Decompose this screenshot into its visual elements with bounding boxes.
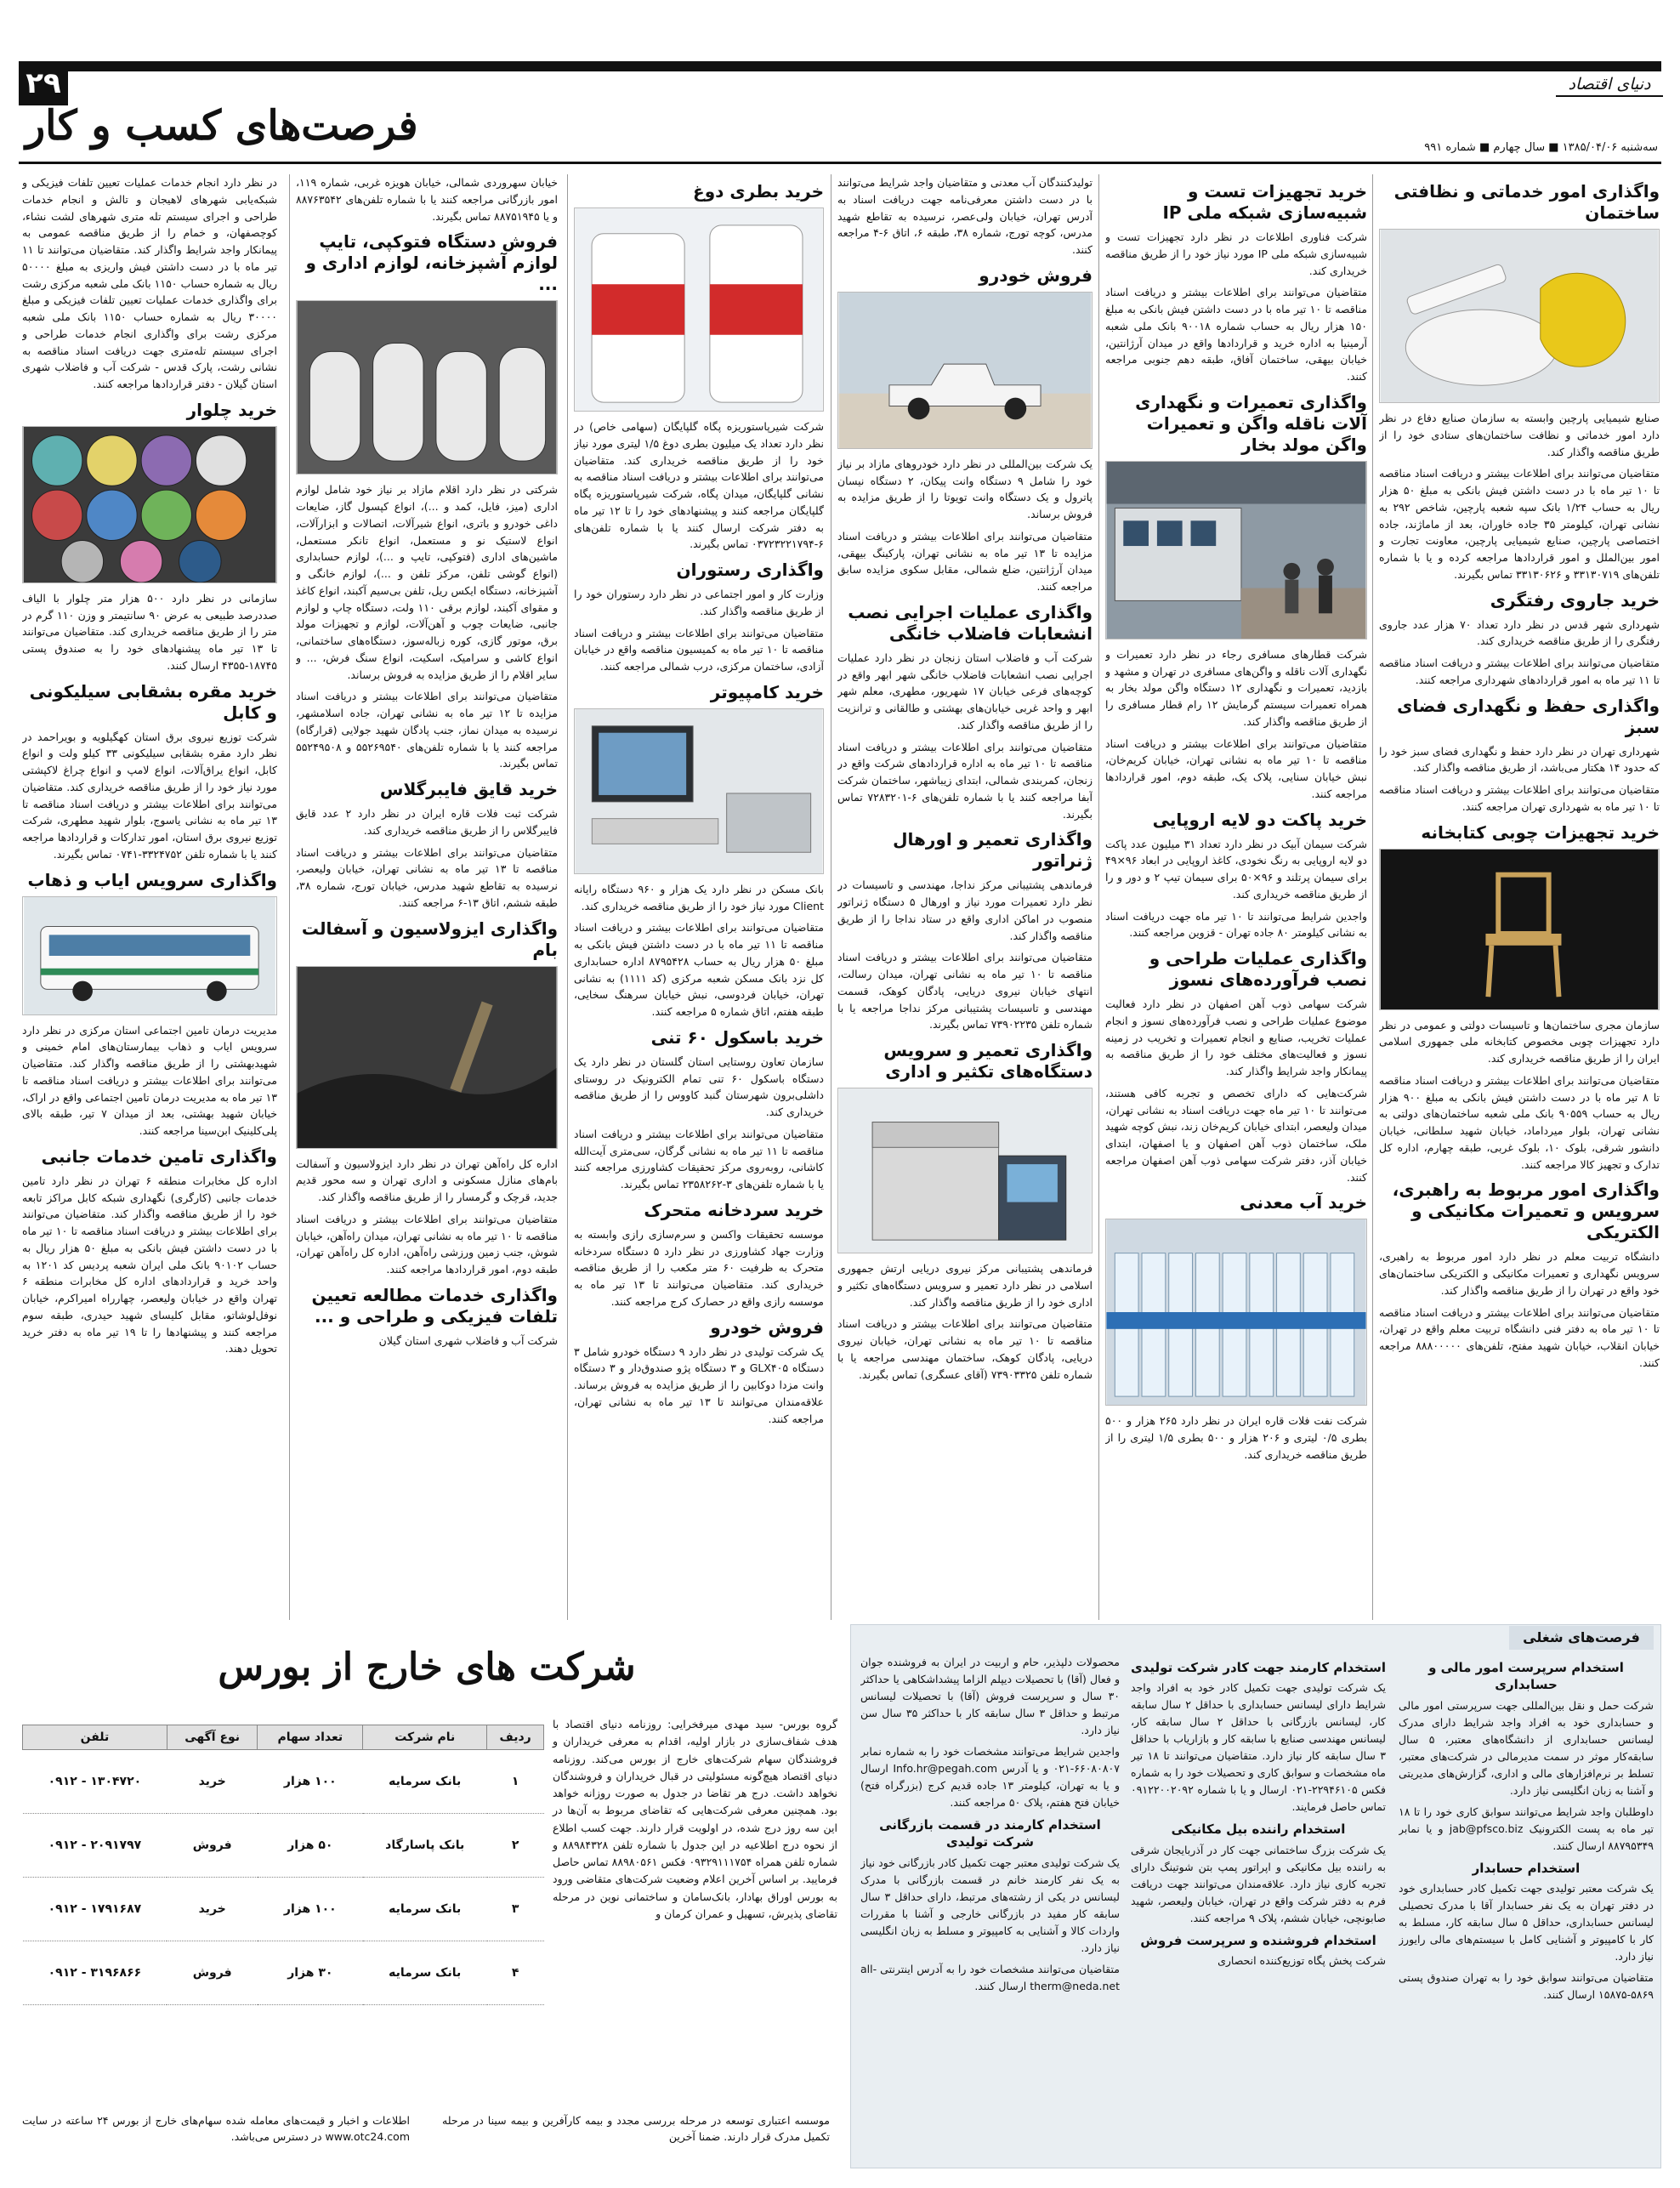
headline: فروش خودرو [710, 1316, 824, 1338]
body-text: شرکت قطارهای مسافری رجاء در نظر دارد تعمیرات و نگهداری آلات ناقله و واگن‌های مسافری در تهران و مشهد و بازدید، تعمیرات و نگهداری ۱۲ دستگاه واگن مولد بخار به همراه تعمیرات سیستم گرمایش ۱۲ رام قطار مسافری را از طریق مناقصه واگذار کند. [1105, 647, 1367, 728]
body-text: شرکت‌هایی که دارای تخصص و تجربه کافی هستند، می‌توانند تا ۱۰ تیر ماه جهت دریافت اسناد به نشانی تهران، میدان ولیعصر، ابتدای خیابان کریم‌خان زند، نبش کوچه شهید ملک، ساختمان ذوب آهن اصفهان و یا اصفهان، ابتدای خیابان آذر، دفتر شرکت سهامی ذوب آهن اصفهان مراجعه کنند. [1105, 1086, 1367, 1184]
computers-photo [574, 708, 824, 874]
body-text: تولیدکنندگان آب معدنی و متقاضیان واجد شرایط می‌توانند با در دست داشتن معرفی‌نامه جهت دریافت اسناد به آدرس تهران، خیابان ولی‌عصر، نرسیده به تقاطع شهید مدرس، کوچه تورج، شماره ۳۸، طبقه ۶، اتاق ۶-۴ مراجعه کنند. [837, 176, 1093, 256]
table-row [23, 1878, 544, 1941]
phone-number: ۰۹۱۲ - ۲۰۹۱۷۹۷ [23, 1814, 167, 1878]
body-text: متقاضیان می‌توانند برای اطلاعات بیشتر و دریافت اسناد مزایده تا ۱۲ تیر ماه به نشانی تهران، جاده اسلامشهر، نرسیده به میدان نماز، جنب پادگان شهید جولایی (قرارگاه) مراجعه کنند یا با شماره تلفن‌های ۵۵۲۶۹۵۴۰ و ۵۵۲۴۹۵۰۸ تماس بگیرند. [296, 690, 558, 770]
row-number: ۴ [487, 1941, 544, 2005]
table-header-row [23, 1725, 544, 1750]
headline: واگذاری حفظ و نگهداری فضای سبز [1397, 695, 1660, 737]
body-text: شرکتی در نظر دارد اقلام مازاد بر نیاز خود شامل لوازم اداری (میز، فایل، کمد و ...)، انواع کپسول گاز، ضایعات داغی خودرو و باتری، انواع شیرآلات، اتصالات و ابزارآلات، انواع لاستیک نو و مستعمل، انواع تانکر مستعمل، ماشین‌های اداری (فتوکپی، تایپ و ...)، لوازم حسابداری (انواع گوشی تلفن، مرکز تلفن و ...)، لوازم خانگی و آشپزخانه، دستگاه ایکس ریل، تلفن بی‌سیم آکبند، انواع کاغذ و مقوای آکبند، لوازم برقی ۱۱۰ ولت، دستگاه چاپ و لوازم جانبی، ضایعات چوب و آهن‌آلات، لوازم و تجهیزات مولد برق، موتور گازی، کوره زباله‌سوز، دستگاه‌های ساختمانی، انواع کاشی و سرامیک، اسکیت، انواع سنگ فرش، ... و سایر اقلام را از طریق مزایده به فروش برساند. [296, 483, 558, 681]
column-2 [1105, 174, 1367, 1620]
headline: واگذاری امور خدماتی و نظافتی ساختمان [1393, 181, 1660, 223]
column-divider [1372, 174, 1373, 1620]
body-text: متقاضیان می‌توانند برای اطلاعات بیشتر و دریافت اسناد مناقصه تا ۱۰ تیر ماه به نشانی تهران، میدان رسالت، انتهای خیابان نیروی دریایی، پادگان کوهک، قسمت مهندسی و تاسیسات پشتیبانی مرکز نداجا مراجعه یا با شماره تلفن ۷۳۹۰۲۲۳۵ تماس بگیرند. [837, 951, 1093, 1031]
ad-headline: استخدام فروشنده و سرپرست فروش [1140, 1932, 1376, 1948]
headline: خرید تجهیزات تست و شبیه‌سازی شبکه ملی IP [1162, 181, 1367, 223]
body-text: خیابان سهروردی شمالی، خیابان هویزه غربی، شماره ۱۱۹، امور بازرگانی مراجعه کنند یا با شماره تلفن‌های ۸۸۷۶۳۵۴۲ و یا ۸۸۷۵۱۹۴۵ تماس بگیرند. [296, 176, 558, 223]
headline: واگذاری تعمیرات و نگهداری آلات ناقله واگن و تعمیرات واگن مولد بخار [1135, 391, 1367, 455]
body-text: شرکت توزیع نیروی برق استان کهگیلویه و بویراحمد در نظر دارد مقره بشقابی سیلیکونی ۳۳ کیلو ولت و انواع کابل، انواع یراق‌آلات، انواع لامپ و انواع چراغ لاکپشتی مورد نیاز خود را از طریق مناقصه خریداری کند. متقاضیان می‌توانند برای اطلاعات بیشتر و دریافت اسناد مناقصه تا ۱۳ تیر ماه به نشانی یاسوج، بلوار شهید مطهری، شرکت توزیع نیروی برق استان، امور تدارکات و قراردادها مراجعه کنند یا با شماره تلفن ۳۳۲۴۷۵۲-۰۷۴۱ تماس بگیرند. [22, 730, 277, 861]
section-title: فرصت‌های کسب و کار [26, 102, 418, 150]
otc-footer-left: اطلاعات و اخبار و قیمت‌های معامله شده سهام‌های خارج از بورس ۲۴ ساعته در سایت www.otc24.com در دسترس می‌باشد. [22, 2114, 410, 2144]
row-number: ۲ [487, 1814, 544, 1878]
body-text: یک شرکت بین‌المللی در نظر دارد خودروهای مازاد بر نیاز خود را شامل ۹ دستگاه وانت پیکان، ۲ دستگاه نیسان پاترول و یک دستگاه وانت تویوتا را از طریق مزایده به فروش برساند. [837, 457, 1093, 520]
body-text: شرکت شیرپاستوریزه پگاه گلپایگان (سهامی خاص) در نظر دارد تعداد یک میلیون بطری دوغ ۱/۵ لیتری مورد نیاز خود را از طریق مناقصه خریداری کند. متقاضیان می‌توانند برای اطلاعات بیشتر و دریافت اسناد مناقصه به نشانی گلپایگان، میدان پگاه، شرکت شیرپاستوریزه پگاه گلپایگان مراجعه کنند و پیشنهادهای خود را تا ۱۲ تیر ماه به دفتر شرکت ارسال کنند یا با شماره تلفن‌های ۶-۰۳۷۲۳۲۲۱۷۹۴ تماس بگیرند. [574, 420, 824, 551]
body-text: در نظر دارد انجام خدمات عملیات تعیین تلفات فیزیکی و شبکه‌یابی شهرهای لاهیجان و تالش و انجام خدمات طراحی و اجرای سیستم تله متری شهرهای لشت نشاء، کوچصفهان، و خمام را از طریق مناقصه عمومی به پیمانکار واجد شرایط واگذار کند. متقاضیان می‌توانند تا ۱۱ تیر ماه با در دست داشتن فیش واریزی به مبلغ ۵۰۰۰۰ ریال به شماره حساب ۱۱۵۰ بانک ملی شعبه مرکزی رشت برای واگذاری خدمات عملیات تعیین تلفات فیزیکی و مبلغ ۳۰۰۰۰ ریال به شماره حساب ۱۱۵۰ بانک ملی شعبه مرکزی رشت برای واگذاری انجام خدمات طراحی و اجرای سیستم تله‌متری جهت دریافت اسناد مناقصه به نشانی رشت، پارک قدس - شرکت آب و فاضلاب شهری استان گیلان - دفتر قراردادها مراجعه کنند. [22, 176, 277, 390]
train-station-photo [1105, 461, 1367, 639]
body-text: صنایع شیمیایی پارچین وابسته به سازمان صنایع دفاع در نظر دارد امور خدماتی و نظافت ساختمان‌های ستادی خود را از طریق مناقصه واگذار کند. [1379, 412, 1660, 458]
body-text: متقاضیان می‌توانند برای اطلاعات بیشتر و دریافت اسناد مناقصه تا ۸ تیر ماه با در دست داشتن فیش بانکی به مبلغ ۹۰۰ هزار ریال به حساب ۹۰۵۵۹ بانک ملی شعبه ساختمان‌های دولتی به نشانی تهران، بلوار میرداماد، خیابان شهید سلطانی، خیابان دانشور شرقی، بلوک ۱۰، بلوک غربی، طبقه چهارم، اداره کل تدارک و تجهیز کالا مراجعه کنند. [1379, 1073, 1660, 1171]
body-text: شهرداری شهر قدس در نظر دارد تعداد ۷۰ هزار عدد جاروی رفتگری را از طریق مناقصه خریداری کند. [1379, 617, 1660, 648]
otc-table [22, 1725, 544, 2005]
body-text: متقاضیان می‌توانند برای اطلاعات بیشتر و دریافت اسناد مناقصه تا ۱۰ تیر ماه به نشانی تهران، میدان راه‌آهن، خیابان شوش، جنب زمین ورزشی راه‌آهن، اداره کل راه‌آهن تهران، طبقه دوم، امور قراردادها مراجعه کنند. [296, 1212, 558, 1276]
ad-text: داوطلبان واجد شرایط می‌توانند سوابق کاری خود را تا ۱۸ تیر ماه به پست الکترونیک jab@pfsco.biz و یا نمابر ۸۸۷۹۵۳۴۹ ارسال کنند. [1399, 1804, 1654, 1852]
classifieds-label: فرصت‌های شغلی [1509, 1626, 1654, 1650]
ad-text: واجدین شرایط می‌توانند مشخصات خود را به شماره نمابر ۶۶۰۸۰۸۰۷-۰۲۱ و یا آدرس Info.hr@pegah.com ارسال و یا به تهران، کیلومتر ۱۳ جاده قدیم کرج (بزرگراه فتح) خیابان فتح هفتم، پلاک ۵۰ مراجعه کنند. [860, 1745, 1120, 1809]
newspaper-logo: دنیای اقتصاد [1556, 75, 1663, 97]
mineral-water-bottles-photo [1105, 1219, 1367, 1406]
body-text: شرکت آب و فاضلاب شهری استان گیلان [378, 1333, 558, 1347]
column-divider [1098, 174, 1099, 1620]
ad-text: یک شرکت تولیدی معتبر جهت تکمیل کادر بازرگانی خود نیاز به یک نفر کارمند خانم در قسمت بازرگانی با مدرک لیسانس در یکی از رشته‌های مرتبط، دارای حداقل ۳ سال سابقه کار مفید در بازرگانی خارجی و آشنا با مقررات واردات کالا و آشنایی به کامپیوتر و مسلط به زبان انگلیسی نیاز دارد. [860, 1856, 1120, 1954]
headline: خرید مقره بشقابی سیلیکونی و کابل [29, 680, 277, 723]
body-text: سازمان مجری ساختمان‌ها و تاسیسات دولتی و عمومی در نظر دارد تجهیزات چوبی مخصوص کتابخانه ملی جمهوری اسلامی ایران را از طریق مناقصه خریداری کند. [1379, 1018, 1660, 1065]
ad-text: یک شرکت معتبر تولیدی جهت تکمیل کادر حسابداری خود در دفتر تهران به یک نفر حسابدار آقا با مدرک تحصیلی لیسانس حسابداری، حداقل ۵ سال سابقه کار، مسلط به کار با کامپیوتر و آشنایی کامل با سیستم‌های مالی رایورز نیاز دارد. [1399, 1881, 1654, 1963]
headline: خرید بطری دوغ [693, 181, 824, 202]
classifieds-column-1 [1399, 1654, 1654, 2164]
column-divider [289, 174, 290, 1620]
headline: واگذاری خدمات مطالعه تعیین تلفات فیزیکی و طراحی و ... [311, 1284, 558, 1327]
body-text: سازمانی در نظر دارد ۵۰۰ هزار متر چلوار با الیاف صددرصد طبیعی به عرض ۹۰ سانتیمتر و وزن ۱۱۰ گرم در متر را از طریق مناقصه خریداری کند. متقاضیان می‌توانند تا ۱۳ تیر ماه پیشنهادهای خود را به صندوق پستی ۱۸۷۴۵-۴۳۵۵ ارسال کنند. [22, 591, 277, 672]
headline: واگذاری رستوران [676, 560, 824, 580]
classifieds-column-2 [1131, 1654, 1386, 2164]
headline: واگذاری تامین خدمات جانبی [41, 1145, 277, 1167]
ad-headline: استخدام سرپرست امور مالی و حسابداری [1428, 1660, 1624, 1693]
headline: واگذاری سرویس ایاب و ذهاب [27, 869, 277, 890]
headline: واگذاری تعمیر و سرویس دستگاه‌های تکثیر و اداری [883, 1040, 1093, 1082]
body-text: واجدین شرایط می‌توانند تا ۱۰ تیر ماه جهت دریافت اسناد به نشانی کیلومتر ۸۰ جاده تهران - قزوین مراجعه کنند. [1105, 909, 1367, 940]
ad-headline: استخدام کارمند در قسمت بازرگانی شرکت تولیدی [879, 1817, 1101, 1850]
body-text: شرکت سهامی ذوب آهن اصفهان در نظر دارد فعالیت موضوع عملیات طراحی و نصب فرآورده‌های نسوز و انجام عملیات تخریب، صنایع و انجام تعمیرات و تخریب در زمینه نسوز و فعالیت‌های مختلف خود را از طریق مناقصه به پیمانکار واجد شرایط واگذار کند. [1105, 997, 1367, 1077]
body-text: شهرداری تهران در نظر دارد حفظ و نگهداری فضای سبز خود را که حدود ۱۴ هکتار می‌باشد، از طریق مناقصه واگذار کند. [1379, 744, 1660, 775]
body-text: دانشگاه تربیت معلم در نظر دارد امور مربوط به راهبری، سرویس نگهداری و تعمیرات مکانیکی و الکتریکی ساختمان‌های خود واقع در تهران را از طریق مناقصه واگذار کند. [1379, 1250, 1660, 1297]
body-text: وزارت کار و امور اجتماعی در نظر دارد رستوران خود را از طریق مناقصه واگذار کند. [574, 588, 824, 617]
headline: خرید سردخانه متحرک [644, 1199, 824, 1220]
company-name: بانک پاسارگاد [363, 1814, 487, 1878]
column-4 [574, 174, 824, 1620]
phone-number: ۰۹۱۲ - ۱۷۹۱۶۸۷ [23, 1878, 167, 1941]
body-text: شرکت فناوری اطلاعات در نظر دارد تجهیزات تست و شبیه‌سازی شبکه ملی IP مورد نیاز خود را از طریق مناقصه خریداری کند. [1105, 230, 1367, 277]
column-header: نام شرکت [363, 1725, 487, 1750]
headline: خرید جاروی رفتگری [1490, 589, 1660, 611]
headline: خرید قایق فایبرگلاس [379, 779, 558, 799]
share-count: ۳۰ هزار [258, 1941, 363, 2005]
column-3 [837, 174, 1093, 1620]
column-1 [1379, 174, 1660, 1620]
company-name: بانک سرمایه [363, 1941, 487, 2005]
top-rule [19, 61, 1661, 71]
ad-headline: استخدام راننده بیل مکانیکی [1171, 1821, 1346, 1838]
body-text: یک شرکت تولیدی در نظر دارد ۹ دستگاه خودرو شامل ۳ دستگاه GLX۴۰۵ و ۳ دستگاه پژو صندوق‌دار و ۳ دستگاه وانت مزدا دوکابین را از طریق مزایده به فروش برساند. علاقه‌مندان می‌توانند تا ۱۳ تیر ماه به نشانی تهران، مراجعه کنند. [574, 1344, 824, 1425]
body-text: متقاضیان می‌توانند برای اطلاعات بیشتر و دریافت اسناد مناقصه تا ۱۱ تیر ماه به امور قراردادهای شهرداری مراجعه کنند. [1379, 656, 1660, 686]
column-header: تلفن [23, 1725, 167, 1750]
wooden-chair-photo [1379, 849, 1660, 1010]
body-text: فرماندهی پشتیبانی مرکز نیروی دریایی ارتش جمهوری اسلامی در نظر دارد تعمیر و سرویس دستگاه‌های تکثیر و اداری خود را از طریق مناقصه واگذار کند. [837, 1262, 1093, 1309]
ad-text: شرکت پخش پگاه توزیع‌کننده انحصاری [1217, 1953, 1386, 1967]
body-text: متقاضیان می‌توانند برای اطلاعات بیشتر و دریافت اسناد مناقصه تا ۱۱ تیر ماه به نشانی گرگان، سی‌متری آیت‌الله کاشانی، روبه‌روی مرکز تحقیقات کشاورزی مراجعه کنند یا با شماره تلفن‌های ۳-۲۳۵۸۲۶۲ تماس بگیرند. [574, 1127, 824, 1191]
body-text: مدیریت درمان تامین اجتماعی استان مرکزی در نظر دارد سرویس ایاب و ذهاب بیمارستان‌های امام خمینی و شهیدبهشتی را از طریق مناقصه واگذار کند. متقاضیان می‌توانند برای اطلاعات بیشتر و دریافت اسناد مناقصه تا ۱۳ تیر ماه به مدیریت درمان تامین اجتماعی واقع در اراک، خیابان شهید بهشتی، بعد از میدان ۷ تیر، طبقه بالای پلی‌کلینیک ابن‌سینا مراجعه کنند. [22, 1023, 277, 1137]
company-name: بانک سرمایه [363, 1750, 487, 1814]
ad-headline: استخدام کارمند جهت کادر شرکت تولیدی [1131, 1660, 1386, 1675]
page-number: ۲۹ [19, 61, 68, 105]
gas-cylinders-photo [296, 300, 558, 475]
share-count: ۵۰ هزار [258, 1814, 363, 1878]
body-text: شرکت سیمان آبیک در نظر دارد تعداد ۳۱ میلیون عدد پاکت دو لایه اروپایی به رنگ نخودی، کاغذ اروپایی در ابعاد ۹۶×۴۹ برای سیمان پرتلند و ۹۶×۵۰ برای سیمان تیپ ۲ و دور و را از طریق مناقصه خریداری کند. [1105, 837, 1367, 901]
ad-type: فروش [167, 1941, 258, 2005]
yogurt-drink-bottles-photo [574, 207, 824, 412]
table-row [23, 1941, 544, 2005]
headline: خرید چلوار [186, 399, 277, 420]
body-text: شرکت آب و فاضلاب استان زنجان در نظر دارد عملیات اجرایی نصب انشعابات فاضلاب خانگی شهر ابهر واقع در کوچه‌های فرعی خیابان ۱۷ شهریور، مطهری، معلم شهر ابهر و واحد غربی خیابان‌های بهشتی و طالقانی و ترانزیت را از طریق مناقصه واگذار کند. [837, 651, 1093, 731]
classifieds-column-3 [860, 1654, 1120, 2164]
column-header: تعداد سهام [258, 1725, 363, 1750]
dateline: سه‌شنبه ۱۳۸۵/۰۴/۰۶ ■ سال چهارم ■ شماره ۹۹۱ [1424, 141, 1658, 154]
cleaning-supplies-photo [1379, 229, 1660, 403]
row-number: ۱ [487, 1750, 544, 1814]
ad-text: محصولات دلپذیر، حام و اربیت در ایران به فروشنده جوان و فعال (آقا) با تحصیلات دیپلم الزاما پیشداشکاهی یا حداکثر ۳۰ سال و سرپرست فروش (آقا) با تحصیلات لیسانس مرتبط و حداقل ۳ سال سابقه کار با حداکثر ۳۵ سال سن نیاز دارد. [860, 1656, 1120, 1736]
body-text: متقاضیان می‌توانند برای اطلاعات بیشتر و دریافت اسناد مناقصه تا ۱۰ تیر ماه به نشانی تهران، خیابان کریم‌خان، نبش خیابان سنایی، پلاک یک، طبقه دوم، امور قراردادها مراجعه کنند. [1105, 736, 1367, 800]
ad-text: متقاضیان می‌توانند مشخصات خود را به آدرس اینترنتی all-therm@neda.net ارسال کنند. [860, 1962, 1120, 1992]
headline: خرید آب معدنی [1240, 1192, 1367, 1213]
column-header: ردیف [487, 1725, 544, 1750]
ad-text: یک شرکت بزرگ ساختمانی جهت کار در آذربایجان شرقی به راننده بیل مکانیکی و اپراتور پمپ بتن شوتینگ دارای تجربه کاری نیاز دارد. علاقه‌مندان می‌توانند جهت دریافت فرم به دفتر شرکت واقع در تهران، خیابان ولیعصر، شهید صابونچی، خیابان ششم، پلاک ۹ مراجعه کنند. [1131, 1843, 1386, 1924]
column-5 [296, 174, 558, 1620]
headline: واگذاری تعمیر و اورهال ژنراتور [893, 829, 1093, 872]
asphalt-roofing-photo [296, 966, 558, 1149]
headline: خرید کامپیوتر [710, 681, 824, 702]
body-text: اداره کل راه‌آهن تهران در نظر دارد ایزولاسیون و آسفالت بام‌های منازل مسکونی و اداری تهران و سه محور قدیم جدید، قرچک و گرمسار را از طریق مناقصه واگذار کند. [296, 1157, 558, 1203]
row-number: ۳ [487, 1878, 544, 1941]
table-row [23, 1750, 544, 1814]
headline: واگذاری عملیات طراحی و نصب فرآورده‌های نسوز [1149, 948, 1367, 990]
otc-title: شرکت های خارج از بورس [218, 1645, 636, 1689]
body-text: متقاضیان می‌توانند برای اطلاعات بیشتر و دریافت اسناد مناقصه تا ۱۳ تیر ماه به نشانی تهران، خیابان ولیعصر، نرسیده به تقاطع شهید مدرس، خیابان تورج، شماره ۳۸، طبقه ششم، اتاق ۱۳-۶ مراجعه کنند. [296, 845, 558, 909]
body-text: سازمان تعاون روستایی استان گلستان در نظر دارد یک دستگاه باسکول ۶۰ تنی تمام الکترونیک در روستای داشلی‌برون شهرستان گنبد کاووس را از طریق مناقصه خریداری کند. [574, 1054, 824, 1118]
ad-text: متقاضیان می‌توانند سوابق خود را به تهران صندوق پستی ۵۸۶۹-۱۵۸۷۵ ارسال کنند. [1399, 1970, 1654, 2001]
bus-photo [22, 896, 277, 1015]
ad-text: یک شرکت تولیدی جهت تکمیل کادر خود به افراد واجد شرایط دارای لیسانس حسابداری با حداقل ۲ سال سابقه کار، لیسانس بازرگانی با حداقل ۲ سال سابقه کار، لیسانس مهندسی صنایع با سابقه کار و بازاریاب با حداقل ۳ سال سابقه کار نیاز دارد. متقاضیان می‌توانند تا ۱۸ تیر ماه مشخصات و سوابق کاری و تحصیلات خود را به شماره فکس ۲۲۹۴۶۱۰۵-۰۲۱ ارسال و یا با شماره ۰۹۱۲۲۰۰۲۰۹۲ تماس حاصل فرمایند. [1131, 1681, 1386, 1814]
ad-type: فروش [167, 1814, 258, 1878]
headline: خرید باسکول ۶۰ تنی [650, 1026, 824, 1048]
phone-number: ۰۹۱۲ - ۳۱۹۶۸۶۶ [23, 1941, 167, 2005]
ad-type: خرید [167, 1878, 258, 1941]
copier-machine-photo [837, 1088, 1093, 1253]
otc-footer-right: موسسه اعتباری توسعه در مرحله بررسی مجدد و بیمه کارآفرین و بیمه سینا در مرحله تکمیل مدرک قرار دارند. ضمنا آخرین [442, 2114, 830, 2144]
pickup-truck-photo [837, 292, 1093, 449]
column-divider [567, 174, 568, 1620]
body-text: متقاضیان می‌توانند برای اطلاعات بیشتر و دریافت اسناد مناقصه تا ۱۰ تیر ماه به شهرداری تهران مراجعه کنند. [1379, 783, 1660, 813]
share-count: ۱۰۰ هزار [258, 1750, 363, 1814]
body-text: متقاضیان می‌توانند برای اطلاعات بیشتر و دریافت اسناد مناقصه تا ۱۰ تیر ماه به اداره قراردادهای شرکت واقع در زنجان، کمربندی شمالی، ابتدای زیباشهر، ساختمان شرکت آبفا مراجعه کنند یا با شماره تلفن‌های ۶-۷۲۸۳۲۰۱ تماس بگیرند. [837, 740, 1093, 821]
headline: واگذاری ایزولاسیون و آسفالت بام [301, 918, 558, 960]
column-header: نوع آگهی [167, 1725, 258, 1750]
share-count: ۱۰۰ هزار [258, 1878, 363, 1941]
ad-text: شرکت حمل و نقل بین‌المللی جهت سرپرستی امور مالی و حسابداری خود به افراد واجد شرایط دارای مدرک لیسانس حسابداری از دانشگاه‌های معتبر، ۵ سال سابقه‌کار موثر در سمت مدیرمالی در شرکت‌های معتبر، تسلط بر نرم‌افزارهای مالی و اداری، گزارش‌های مدیریتی و آشنا به زبان انگلیسی نیاز دارد. [1399, 1698, 1654, 1797]
body-text: متقاضیان می‌توانند برای اطلاعات بیشتر و دریافت اسناد مناقصه تا ۱۰ تیر ماه به نشانی تهران، خیابان نیروی دریایی، پادگان کوهک، ساختمان مهندسی مراجعه یا با شماره تلفن ۷۳۹۰۳۳۲۵ (آقای عسگری) تماس بگیرند. [837, 1317, 1093, 1381]
body-text: متقاضیان می‌توانند برای اطلاعات بیشتر و دریافت اسناد مناقصه تا ۱۰ تیر ماه به کمیسیون مناقصه واقع در خیابان آزادی، ساختمان مرکزی، درب شمالی مراجعه کنند. [574, 626, 824, 673]
body-text: متقاضیان می‌توانند برای اطلاعات بیشتر و دریافت اسناد مناقصه تا ۱۱ تیر ماه با در دست داشتن فیش بانکی به مبلغ ۵۰ هزار ریال به حساب ۸۷۹۵۴۲۸ اداره حسابداری کل نزد بانک مسکن شعبه مرکزی (کد ۱۱۱۱) به نشانی تهران، خیابان فردوسی، نبش خیابان سرهنگ سخایی، طبقه هفتم، اتاق شماره ۵ مراجعه کنند. [574, 921, 824, 1018]
company-name: بانک سرمایه [363, 1878, 487, 1941]
body-text: متقاضیان می‌توانند برای اطلاعات بیشتر و دریافت اسناد مناقصه تا ۱۰ تیر ماه به دفتر فنی دانشگاه تربیت معلم واقع در تهران، خیابان انقلاب، خیابان شهید مفتح، تلفن‌های ۸۸۸۰۰۰۰۰ مراجعه کنند. [1379, 1305, 1660, 1369]
body-text: شرکت نفت فلات قاره ایران در نظر دارد ۲۶۵ هزار و ۵۰۰ بطری ۰/۵ لیتری و ۲۰۶ هزار و ۵۰۰ بطری ۱/۵ لیتری را از طریق مناقصه خریداری کند. [1105, 1414, 1367, 1461]
body-text: بانک مسکن در نظر دارد یک هزار و ۹۶۰ دستگاه رایانه Client مورد نیاز خود را از طریق مناقصه خریداری کند. [574, 882, 824, 912]
headline: خرید پاکت دو لایه اروپایی [1152, 809, 1367, 830]
body-text: فرماندهی پشتیبانی مرکز نداجا، مهندسی و تاسیسات در نظر دارد تعمیرات مورد نیاز و اورهال ۵ دستگاه ژنراتور منصوب در اماکن اداری واقع در ستاد نداجا را از طریق مناقصه واگذار کند. [837, 878, 1093, 942]
body-text: اداره کل مخابرات منطقه ۶ تهران در نظر دارد تامین خدمات جانبی (کارگری) نگهداری شبکه کابل مراکز تابعه خود را از طریق مناقصه واگذار کند. متقاضیان می‌توانند برای اطلاعات بیشتر و دریافت اسناد مناقصه تا ۱۰ تیر ماه با در دست داشتن فیش بانکی به مبلغ ۵۰ هزار ریال به حساب ۹۰۱۰۲ بانک ملی ایران شعبه پردیس کد ۱۲۰۱ به واحد خرید و قراردادهای اداره کل مخابرات منطقه ۶ تهران واقع در خیابان ولیعصر، چهارراه امیراکرم، خیابان نوفل‌لوشاتو، مقابل کلیسای شهید حیدری، طبقه سوم مراجعه کنند و پیشنهادها را تا ۱۹ تیر ماه به دفتر خرید تحویل دهند. [22, 1174, 277, 1355]
otc-lead-text: گروه بورس- سید مهدی میرفخرایی: روزنامه دنیای اقتصاد با هدف شفاف‌سازی در بازار اولیه، اقدام به معرفی خریداران و فروشندگان سهام شرکت‌های خارج از بورس می‌کند. روزنامه دنیای اقتصاد هیچ‌گونه مسئولیتی در قبال خریداران و فروشندگان نخواهد داشت. درج هر تقاضا در جدول به صورت روزانه خواهد بود. همچنین معرفی شرکت‌هایی که تقاضای مربوط به آن‌ها در این سه روز درج شده، در اولویت قرار دارند. جهت کسب اطلاع از نحوه درج اطلاعیه در این جدول با شماره تلفن ۸۸۹۸۴۳۲۸ و شماره تلفن همراه ۰۹۳۲۹۱۱۱۷۵۴ فکس ۸۸۹۸۰۵۶۱ تماس حاصل فرمایید. بر اساس آخرین اعلام وضعیت شرکت‌های متقاضی ورود به بورس اوراق بهادار، بانک‌سامان و ساختمانی نوین در مرحله تقاضای پذیرش، تسهیل و عمران کرمان و [553, 1718, 837, 1920]
fabric-rolls-photo [22, 426, 277, 583]
otc-footer [22, 2112, 830, 2172]
body-text: موسسه تحقیقات واکسن و سرم‌سازی رازی وابسته به وزارت جهاد کشاورزی در نظر دارد ۵ دستگاه سردخانه متحرک به ظرفیت ۶۰ متر مکعب را از طریق مناقصه خریداری کند. متقاضیان می‌توانند تا ۱۳ تیر ماه به موسسه رازی واقع در حصارک کرج مراجعه کنند. [574, 1227, 824, 1308]
body-text: متقاضیان می‌توانند برای اطلاعات بیشتر و دریافت اسناد مناقصه تا ۱۰ تیر ماه با در دست داشتن فیش بانکی به مبلغ ۱۵۰ هزار ریال به حساب شماره ۹۰۰۱۸ بانک ملی شعبه آرمینیا به اداره خرید و قراردادها واقع در میدان آرژانتین، خیابان بیهقی، ساختمان آفاق، طبقه دهم جنوبی مراجعه کنند. [1105, 286, 1367, 383]
headline: واگذاری امور مربوط به راهبری، سرویس و تعمیرات مکانیکی و الکتریکی [1392, 1179, 1660, 1243]
headline: خرید تجهیزات چوبی کتابخانه [1421, 821, 1660, 843]
column-6 [22, 174, 277, 1620]
header-rule [19, 162, 1661, 164]
headline: فروش خودرو [979, 264, 1093, 286]
headline: فروش دستگاه فتوکپی، تایپ لوازم آشپزخانه، لوازم اداری و ... [305, 231, 558, 295]
ad-type: خرید [167, 1750, 258, 1814]
headline: واگذاری عملیات اجرایی نصب انشعابات فاضلاب خانگی [848, 601, 1093, 644]
ad-headline: استخدام حسابدار [1472, 1860, 1581, 1876]
body-text: شرکت ثبت فلات قاره ایران در نظر دارد ۲ عدد قایق فایبرگلاس را از طریق مناقصه خریداری کند. [296, 807, 558, 837]
body-text: متقاضیان می‌توانند برای اطلاعات بیشتر و دریافت اسناد مزایده تا ۱۳ تیر ماه به نشانی تهران، پارکینگ بیهقی، میدان آرژانتین، ضلع شمالی، مقابل سکوی مزایده سابق مراجعه کنند. [837, 529, 1093, 593]
phone-number: ۰۹۱۲ - ۱۳۰۴۷۲۰ [23, 1750, 167, 1814]
table-row [23, 1814, 544, 1878]
body-text: متقاضیان می‌توانند برای اطلاعات بیشتر و دریافت اسناد مناقصه تا ۱۰ تیر ماه با در دست داشتن فیش بانکی به مبلغ ۵۰ هزار ریال به حساب ۱/۲۴ بانک سپه شعبه پارچین، شاخص ۲۹۲ به نشانی تهران، کیلومتر ۳۵ جاده خاوران، بعد از ماماژند، جاده اختصاصی پارچین، صنایع شیمیایی پارچین، معاونت تجارت و امور بین‌الملل و امور قراردادها مراجعه کرده و یا با شماره تلفن‌های ۳۳۱۳۰۷۱۹ و ۳۳۱۳۰۶۲۶ تماس بگیرند. [1379, 467, 1660, 581]
